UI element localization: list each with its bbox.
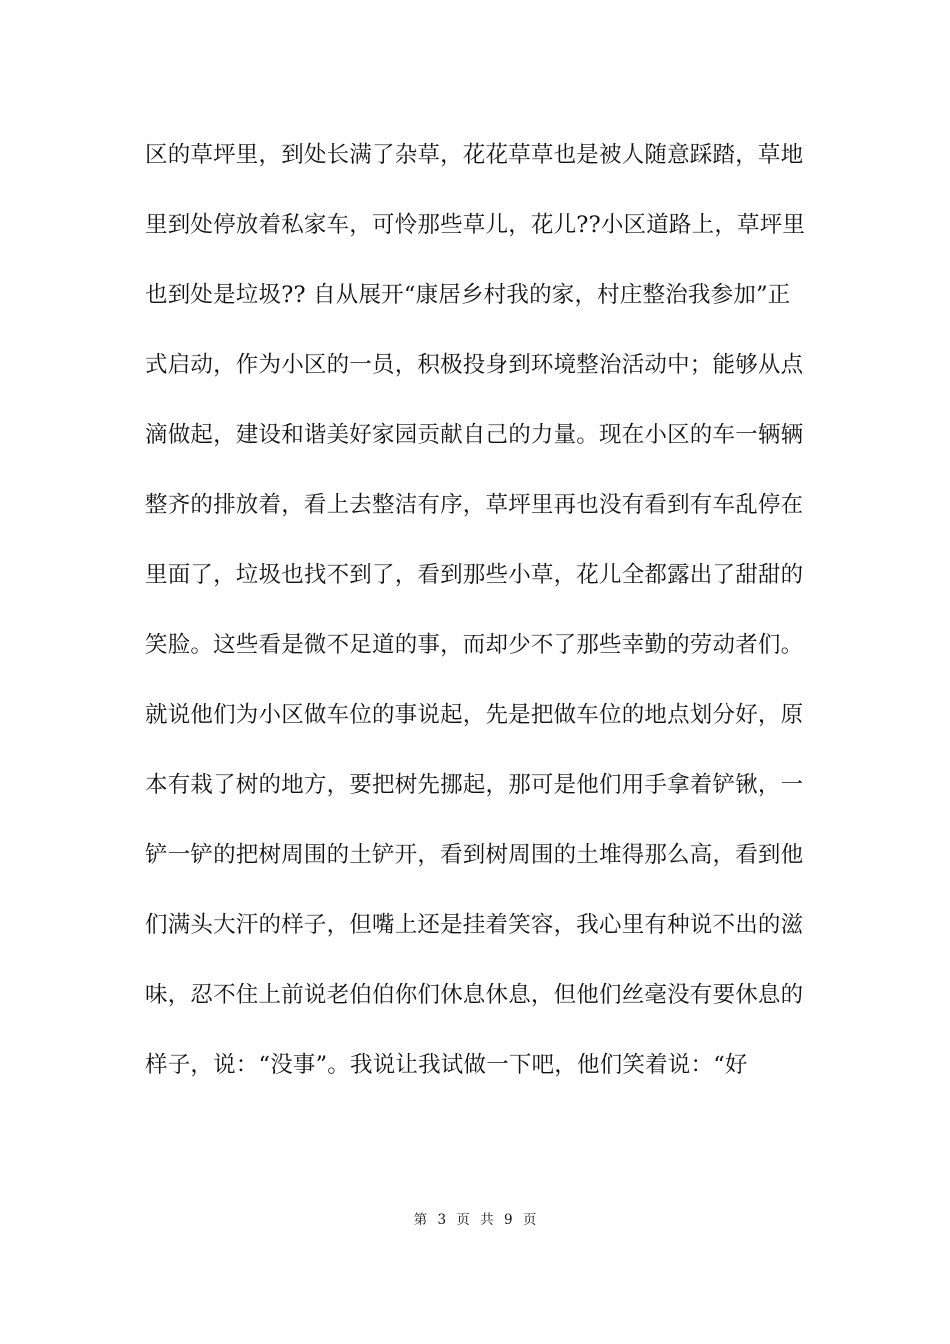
body-text: [145, 135, 810, 1115]
text-line: 区的草坪里，到处长满了杂草，花花草草也是被人随意踩踏，草地: [145, 142, 804, 168]
text-line: 笑脸。这些看是微不足道的事，而却少不了那些幸勤的劳动者们。: [145, 632, 804, 658]
footer-total-pages: 9: [503, 1212, 513, 1228]
text-line: 滴做起，建设和谐美好家园贡献自己的力量。现在小区的车一辆辆: [145, 422, 804, 448]
text-line: 样子，说：“没事”。我说让我试做一下吧，他们笑着说：“好: [145, 1052, 748, 1078]
text-line: 本有栽了树的地方，要把树先挪起，那可是他们用手拿着铲锹，一: [145, 772, 804, 798]
footer-page-unit: 页: [456, 1212, 470, 1228]
page-footer: [0, 1210, 950, 1230]
text-line: 们满头大汗的样子，但嘴上还是挂着笑容，我心里有种说不出的滋: [145, 912, 804, 938]
text-line: 就说他们为小区做车位的事说起，先是把做车位的地点划分好，原: [145, 702, 804, 728]
footer-total-unit: 页: [522, 1212, 537, 1228]
text-line: 整齐的排放着，看上去整洁有序，草坪里再也没有看到有车乱停在: [145, 492, 804, 518]
text-line: 式启动，作为小区的一员，积极投身到环境整治活动中；能够从点: [145, 352, 804, 378]
text-line: 里面了，垃圾也找不到了，看到那些小草，花儿全都露出了甜甜的: [145, 562, 804, 588]
footer-current-page: 3: [437, 1212, 447, 1228]
footer-prefix: 第: [413, 1212, 428, 1228]
text-line: 味，忍不住上前说老伯伯你们休息休息，但他们丝毫没有要休息的: [145, 982, 804, 1008]
text-line: 铲一铲的把树周围的土铲开，看到树周围的土堆得那么高，看到他: [145, 842, 804, 868]
footer-total-label: 共: [480, 1212, 494, 1228]
text-line: 里到处停放着私家车，可怜那些草儿，花儿??小区道路上，草坪里: [145, 212, 806, 238]
text-line: 也到处是垃圾?? 自从展开“康居乡村我的家，村庄整治我参加”正: [145, 282, 791, 308]
